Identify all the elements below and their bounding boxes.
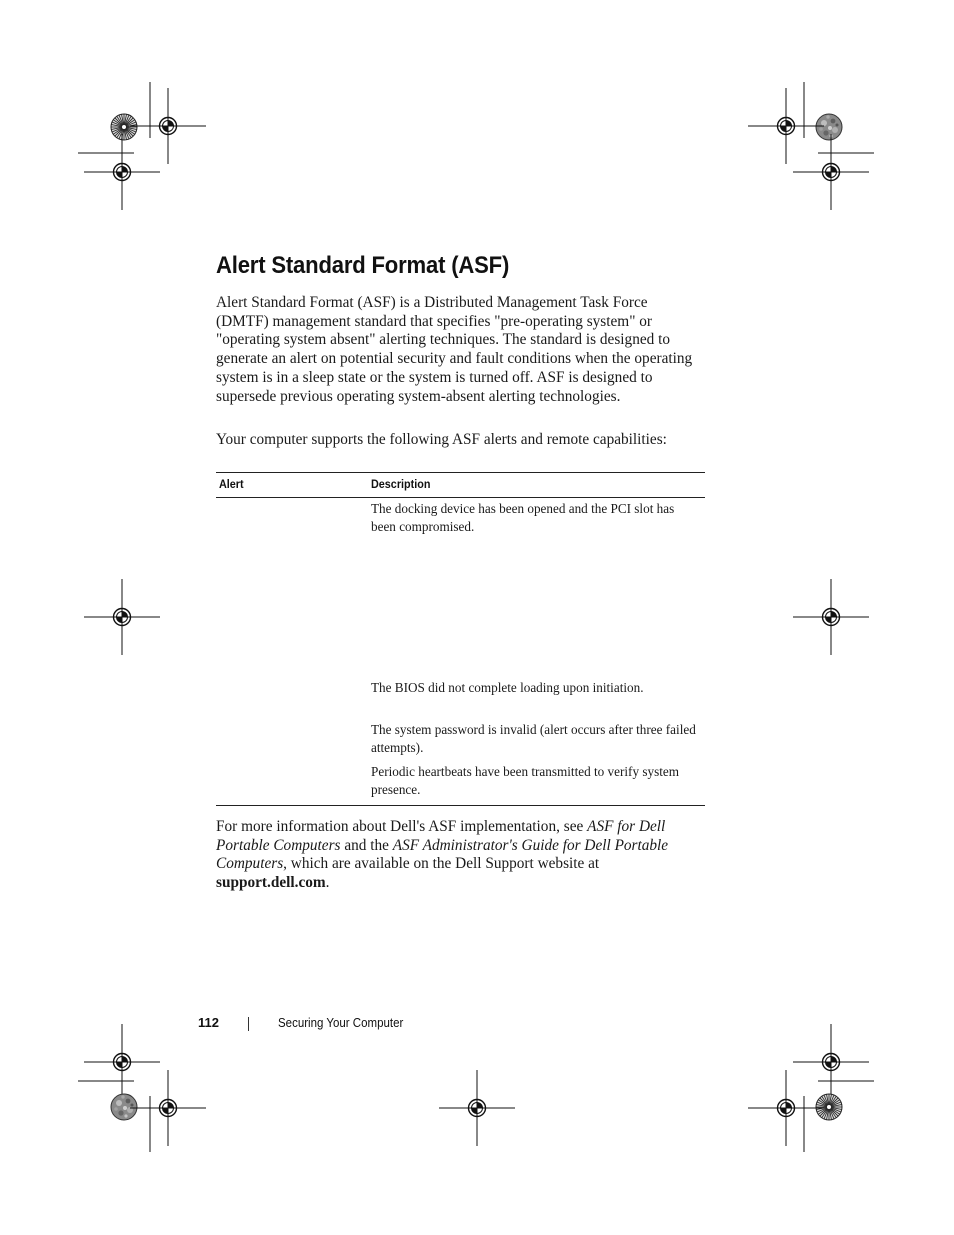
registration-mark-mid-right-icon: [793, 579, 869, 655]
starburst-mark-bottom-right-icon: [816, 1094, 842, 1120]
more-info-paragraph: [216, 818, 702, 893]
more-info-text-4: .: [325, 874, 330, 892]
registration-mark-bottom-left-upper-icon: [84, 1024, 160, 1100]
mottled-mark-top-right-icon: [816, 114, 842, 140]
registration-mark-bottom-left-icon: [130, 1070, 206, 1146]
footer-separator: [248, 1017, 249, 1031]
registration-mark-bottom-center-icon: [439, 1070, 515, 1146]
table-row-description: The BIOS did not complete loading upon initiation.: [371, 680, 644, 695]
registration-mark-top-left-lower-icon: [84, 134, 160, 210]
asf-alerts-table: [216, 472, 705, 806]
more-info-text-1: For more information about Dell's ASF implementation, see: [216, 818, 588, 835]
support-website-link[interactable]: support.dell.com: [216, 874, 326, 892]
more-info-text-3: , which are available on the Dell Support website at: [283, 855, 600, 873]
reference-asf-for-dell-portable-computers: ASF for Dell Portable Computers: [216, 818, 666, 854]
registration-mark-top-right-lower-icon: [793, 134, 869, 210]
registration-mark-mid-left-icon: [84, 579, 160, 655]
footer-section-title: Securing Your Computer: [278, 1016, 404, 1030]
table-row-description: Periodic heartbeats have been transmitted to verify system presence.: [371, 764, 679, 797]
starburst-mark-top-left-icon: [111, 114, 137, 140]
registration-mark-bottom-right-upper-icon: [793, 1024, 869, 1100]
column-header-alert: Alert: [219, 477, 244, 491]
registration-mark-bottom-right-icon: [748, 1070, 824, 1146]
intro-paragraph: Alert Standard Format (ASF) is a Distributed Management Task Force (DMTF) management standard that specifies "pre-operating system" or "operating system absent" alerting techniques. The standard is designed to generate an alert on potential security and fault conditions when the operating system is in a sleep state or the system is turned off. ASF is designed to supersede previous operating system-absent alerting technologies.: [216, 294, 693, 405]
table-row-description: The docking device has been opened and the PCI slot has been compromised.: [371, 501, 675, 534]
more-info-text-2: and the: [340, 836, 393, 854]
table-header-divider: [216, 497, 705, 498]
registration-mark-top-right-icon: [748, 88, 824, 164]
column-header-description: Description: [371, 477, 431, 491]
page-number: 112: [198, 1015, 219, 1030]
table-row-description: The system password is invalid (alert occurs after three failed attempts).: [371, 722, 696, 755]
reference-asf-administrators-guide: ASF Administrator's Guide for Dell Portable Computers: [216, 836, 669, 873]
registration-mark-top-left-icon: [130, 88, 206, 164]
mottled-mark-bottom-left-icon: [111, 1094, 137, 1120]
supports-paragraph: Your computer supports the following ASF alerts and remote capabilities:: [216, 431, 667, 448]
page-title: Alert Standard Format (ASF): [216, 252, 510, 279]
